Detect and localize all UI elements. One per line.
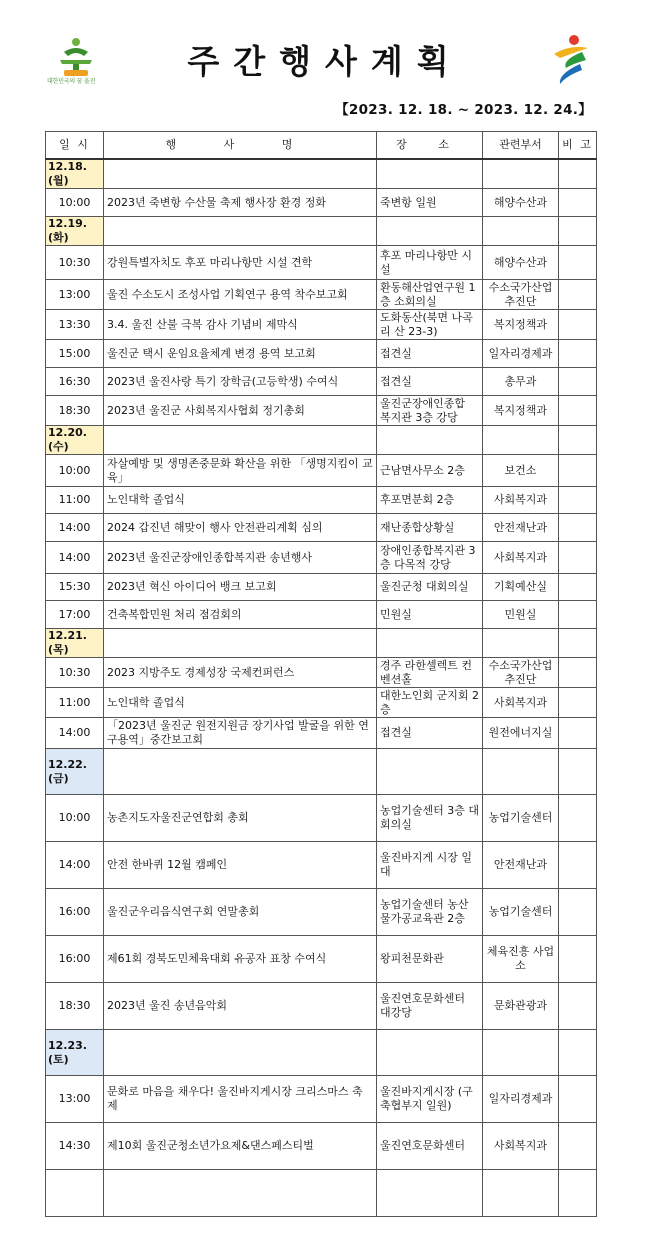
event-note [559, 246, 597, 280]
event-row [46, 280, 597, 310]
event-time: 16:00 [46, 936, 104, 983]
county-emblem [552, 34, 590, 86]
event-row [46, 574, 597, 601]
column-header-note: 비 고 [559, 132, 597, 160]
event-note [559, 601, 597, 629]
day-date: 12.21.(목) [46, 629, 104, 658]
event-note [559, 574, 597, 601]
column-header-dept: 관련부서 [483, 132, 559, 160]
event-dept: 사회복지과 [483, 487, 559, 514]
schedule-period: 【2023. 12. 18. ~ 2023. 12. 24.】 [335, 102, 592, 118]
empty-cell [377, 217, 483, 246]
event-time: 10:00 [46, 189, 104, 217]
event-name: 3.4. 울진 산불 극복 감사 기념비 제막식 [104, 310, 377, 340]
event-note [559, 280, 597, 310]
event-note [559, 310, 597, 340]
event-note [559, 396, 597, 426]
event-time: 13:00 [46, 280, 104, 310]
event-place: 경주 라한셀렉트 컨벤션홀 [377, 658, 483, 688]
event-time: 18:30 [46, 396, 104, 426]
event-time: 11:00 [46, 487, 104, 514]
empty-cell [104, 426, 377, 455]
day-date: 12.23.(토) [46, 1030, 104, 1076]
event-time: 14:00 [46, 542, 104, 574]
event-row [46, 842, 597, 889]
event-place: 환동해산업연구원 1층 소회의실 [377, 280, 483, 310]
event-name: 2023년 울진 송년음악회 [104, 983, 377, 1030]
event-row [46, 718, 597, 749]
event-name: 2023년 울진사랑 특기 장학금(고등학생) 수여식 [104, 368, 377, 396]
event-place: 후포 마리나항만 시설 [377, 246, 483, 280]
event-place: 왕피천문화관 [377, 936, 483, 983]
table-header-row [46, 132, 597, 160]
event-place: 농업기술센터 농산물가공교육관 2층 [377, 889, 483, 936]
empty-cell [104, 217, 377, 246]
event-time: 14:00 [46, 842, 104, 889]
event-name: 노인대학 졸업식 [104, 688, 377, 718]
event-time: 14:30 [46, 1123, 104, 1170]
event-time: 13:00 [46, 1076, 104, 1123]
empty-cell [377, 1030, 483, 1076]
event-name: 노인대학 졸업식 [104, 487, 377, 514]
event-dept: 수소국가산업 추진단 [483, 280, 559, 310]
event-dept: 원전에너지실 [483, 718, 559, 749]
event-time: 18:30 [46, 983, 104, 1030]
empty-cell [104, 629, 377, 658]
page-title: 주간행사계획 [187, 42, 463, 81]
event-dept: 보건소 [483, 455, 559, 487]
event-note [559, 1123, 597, 1170]
event-dept: 일자리경제과 [483, 1076, 559, 1123]
event-name: 자살예방 및 생명존중문화 확산을 위한 「생명지킴이 교육」 [104, 455, 377, 487]
event-time: 16:30 [46, 368, 104, 396]
empty-cell [104, 749, 377, 795]
event-note [559, 340, 597, 368]
day-header-row [46, 426, 597, 455]
event-dept: 농업기술센터 [483, 889, 559, 936]
event-name: 2023 지방주도 경제성장 국제컨퍼런스 [104, 658, 377, 688]
event-dept: 사회복지과 [483, 1123, 559, 1170]
event-dept: 복지정책과 [483, 396, 559, 426]
event-time: 13:30 [46, 310, 104, 340]
event-place: 울진군청 대회의실 [377, 574, 483, 601]
event-time: 15:00 [46, 340, 104, 368]
event-row [46, 368, 597, 396]
event-name: 2023년 울진군 사회복지사협회 정기총회 [104, 396, 377, 426]
empty-cell [377, 159, 483, 189]
event-note [559, 718, 597, 749]
event-note [559, 658, 597, 688]
event-note [559, 514, 597, 542]
event-note [559, 455, 597, 487]
event-dept: 안전재난과 [483, 842, 559, 889]
empty-cell [377, 426, 483, 455]
event-dept: 체육진흥 사업소 [483, 936, 559, 983]
empty-cell [104, 1170, 377, 1217]
event-name: 2023년 죽변항 수산물 축제 행사장 환경 정화 [104, 189, 377, 217]
event-name: 2023년 울진군장애인종합복지관 송년행사 [104, 542, 377, 574]
empty-cell [559, 749, 597, 795]
empty-cell [559, 629, 597, 658]
empty-cell [104, 1030, 377, 1076]
event-dept: 안전재난과 [483, 514, 559, 542]
column-header-time: 일 시 [46, 132, 104, 160]
event-dept: 문화관광과 [483, 983, 559, 1030]
event-dept: 사회복지과 [483, 688, 559, 718]
event-row [46, 795, 597, 842]
event-row [46, 189, 597, 217]
event-note [559, 795, 597, 842]
event-row [46, 542, 597, 574]
event-time: 14:00 [46, 514, 104, 542]
empty-cell [46, 1170, 104, 1217]
empty-row [46, 1170, 597, 1217]
event-dept: 민원실 [483, 601, 559, 629]
event-name: 안전 한바퀴 12월 캠페인 [104, 842, 377, 889]
event-time: 10:00 [46, 795, 104, 842]
empty-cell [559, 159, 597, 189]
event-row [46, 936, 597, 983]
event-dept: 총무과 [483, 368, 559, 396]
empty-cell [483, 629, 559, 658]
event-note [559, 983, 597, 1030]
event-row [46, 487, 597, 514]
event-dept: 수소국가산업 추진단 [483, 658, 559, 688]
event-row [46, 246, 597, 280]
event-place: 대한노인회 군지회 2층 [377, 688, 483, 718]
event-time: 17:00 [46, 601, 104, 629]
event-time: 10:30 [46, 246, 104, 280]
event-time: 16:00 [46, 889, 104, 936]
event-name: 문화로 마음을 채우다! 울진바지게시장 크리스마스 축제 [104, 1076, 377, 1123]
event-note [559, 487, 597, 514]
event-place: 죽변항 일원 [377, 189, 483, 217]
logo-slogan: 대한민국의 꿈 울진 [47, 78, 96, 85]
day-date: 12.22.(금) [46, 749, 104, 795]
day-header-row [46, 749, 597, 795]
event-place: 울진군장애인종합 복지관 3층 강당 [377, 396, 483, 426]
event-dept: 해양수산과 [483, 189, 559, 217]
event-name: 농촌지도자울진군연합회 총회 [104, 795, 377, 842]
day-header-row [46, 1030, 597, 1076]
day-date: 12.20.(수) [46, 426, 104, 455]
event-place: 후포면분회 2층 [377, 487, 483, 514]
event-name: 2023년 혁신 아이디어 뱅크 보고회 [104, 574, 377, 601]
event-row [46, 658, 597, 688]
event-row [46, 455, 597, 487]
event-name: 제10회 울진군청소년가요제&댄스페스티벌 [104, 1123, 377, 1170]
event-place: 접견실 [377, 368, 483, 396]
event-row [46, 983, 597, 1030]
event-name: 제61회 경북도민체육대회 유공자 표창 수여식 [104, 936, 377, 983]
empty-cell [377, 749, 483, 795]
event-note [559, 688, 597, 718]
event-note [559, 936, 597, 983]
event-place: 농업기술센터 3층 대회의실 [377, 795, 483, 842]
event-row [46, 688, 597, 718]
event-place: 접견실 [377, 340, 483, 368]
column-header-event: 행 사 명 [104, 132, 377, 160]
event-time: 11:00 [46, 688, 104, 718]
event-dept: 기획예산실 [483, 574, 559, 601]
day-header-row [46, 629, 597, 658]
day-header-row [46, 159, 597, 189]
empty-cell [483, 426, 559, 455]
event-place: 울진바지게 시장 일대 [377, 842, 483, 889]
event-row [46, 1076, 597, 1123]
event-note [559, 189, 597, 217]
event-place: 도화동산(북면 나곡리 산 23-3) [377, 310, 483, 340]
event-dept: 복지정책과 [483, 310, 559, 340]
event-place: 울진연호문화센터 [377, 1123, 483, 1170]
empty-cell [483, 217, 559, 246]
empty-cell [559, 217, 597, 246]
event-row [46, 601, 597, 629]
event-row [46, 889, 597, 936]
event-name: 울진군 택시 운임요율체계 변경 용역 보고회 [104, 340, 377, 368]
event-place: 울진바지게시장 (구 축협부지 일원) [377, 1076, 483, 1123]
event-name: 「2023년 울진군 원전지원금 장기사업 발굴을 위한 연구용역」중간보고회 [104, 718, 377, 749]
event-name: 건축복합민원 처리 점검회의 [104, 601, 377, 629]
event-note [559, 542, 597, 574]
event-dept: 일자리경제과 [483, 340, 559, 368]
event-row [46, 340, 597, 368]
empty-cell [559, 1170, 597, 1217]
column-header-place: 장 소 [377, 132, 483, 160]
empty-cell [483, 1170, 559, 1217]
event-place: 접견실 [377, 718, 483, 749]
empty-cell [483, 159, 559, 189]
empty-cell [483, 1030, 559, 1076]
event-place: 울진연호문화센터 대강당 [377, 983, 483, 1030]
event-note [559, 368, 597, 396]
event-row [46, 310, 597, 340]
event-dept: 사회복지과 [483, 542, 559, 574]
event-time: 14:00 [46, 718, 104, 749]
event-dept: 농업기술센터 [483, 795, 559, 842]
event-note [559, 1076, 597, 1123]
event-note [559, 842, 597, 889]
schedule-table [45, 131, 597, 1217]
day-header-row [46, 217, 597, 246]
event-dept: 해양수산과 [483, 246, 559, 280]
event-place: 민원실 [377, 601, 483, 629]
event-name: 울진 수소도시 조성사업 기획연구 용역 착수보고회 [104, 280, 377, 310]
event-name: 강원특별자치도 후포 마리나항만 시설 견학 [104, 246, 377, 280]
empty-cell [377, 629, 483, 658]
event-place: 재난종합상황실 [377, 514, 483, 542]
empty-cell [483, 749, 559, 795]
day-date: 12.18.(월) [46, 159, 104, 189]
event-name: 울진군우리음식연구회 연말총회 [104, 889, 377, 936]
event-row [46, 396, 597, 426]
empty-cell [104, 159, 377, 189]
event-time: 15:30 [46, 574, 104, 601]
event-note [559, 889, 597, 936]
empty-cell [377, 1170, 483, 1217]
event-row [46, 1123, 597, 1170]
event-row [46, 514, 597, 542]
empty-cell [559, 1030, 597, 1076]
empty-cell [559, 426, 597, 455]
event-time: 10:30 [46, 658, 104, 688]
event-place: 장애인종합복지관 3층 다목적 강당 [377, 542, 483, 574]
event-time: 10:00 [46, 455, 104, 487]
event-place: 근남면사무소 2층 [377, 455, 483, 487]
day-date: 12.19.(화) [46, 217, 104, 246]
event-name: 2024 갑진년 해맞이 행사 안전관리계획 심의 [104, 514, 377, 542]
